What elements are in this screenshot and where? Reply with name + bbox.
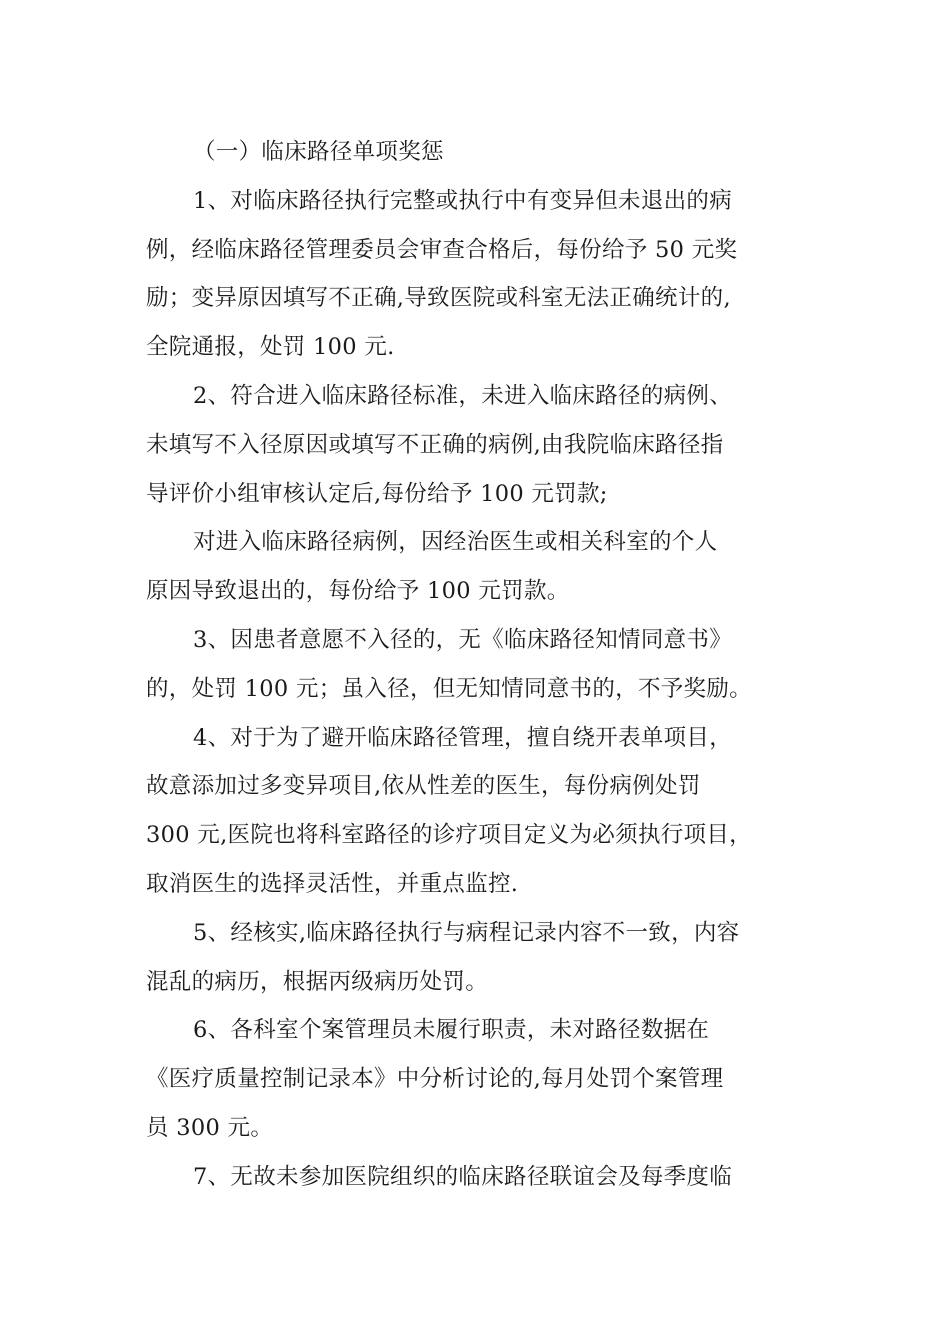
paragraph-line: 对进入临床路径病例，因经治医生或相关科室的个人 — [193, 529, 718, 556]
paragraph-line: 员 300 元。 — [146, 1114, 274, 1141]
paragraph-line: 4、对于为了避开临床路径管理，擅自绕开表单项目， — [193, 724, 733, 751]
paragraph-line: 故意添加过多变异项目,依从性差的医生，每份病例处罚 — [146, 773, 701, 800]
paragraph-line: 3、因患者意愿不入径的，无《临床路径知情同意书》 — [193, 626, 733, 653]
paragraph-line: 导评价小组审核认定后,每份给予 100 元罚款; — [146, 480, 608, 507]
paragraph-line: 2、符合进入临床路径标准，未进入临床路径的病例、 — [193, 382, 733, 409]
paragraph-line: 例，经临床路径管理委员会审查合格后，每份给予 50 元奖 — [146, 236, 738, 263]
paragraph-line: 励；变异原因填写不正确,导致医院或科室无法正确统计的, — [146, 285, 731, 312]
paragraph-line: 7、无故未参加医院组织的临床路径联谊会及每季度临 — [193, 1163, 733, 1190]
paragraph-line: 6、各科室个案管理员未履行职责，未对路径数据在 — [193, 1017, 710, 1044]
paragraph-line: 1、对临床路径执行完整或执行中有变异但未退出的病 — [193, 187, 733, 214]
paragraph-line: 《医疗质量控制记录本》中分析讨论的,每月处罚个案管理 — [146, 1066, 724, 1093]
paragraph-line: 5、经核实,临床路径执行与病程记录内容不一致，内容 — [193, 919, 740, 946]
section-heading: （一）临床路径单项奖惩 — [193, 139, 444, 165]
paragraph-line: 原因导致退出的，每份给予 100 元罚款。 — [146, 578, 570, 605]
document-body — [146, 128, 806, 1202]
paragraph-line: 300 元,医院也将科室路径的诊疗项目定义为必须执行项目， — [146, 822, 752, 849]
paragraph-line: 全院通报，处罚 100 元. — [146, 334, 395, 361]
paragraph-line: 取消医生的选择灵活性，并重点监控. — [146, 870, 519, 897]
paragraph-line: 的，处罚 100 元；虽入径，但无知情同意书的，不予奖励。 — [146, 675, 752, 702]
paragraph-line: 混乱的病历，根据丙级病历处罚。 — [146, 968, 489, 995]
paragraph-line: 未填写不入径原因或填写不正确的病例,由我院临床路径指 — [146, 431, 724, 458]
